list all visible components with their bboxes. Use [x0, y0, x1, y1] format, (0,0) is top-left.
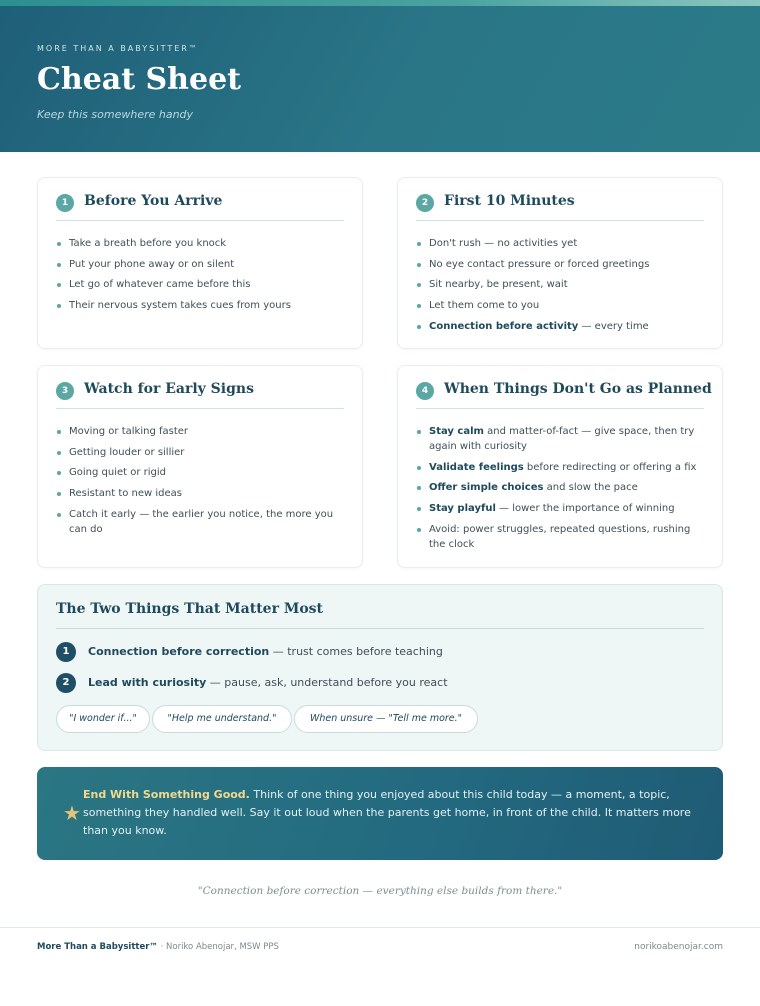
footer-credit	[37, 942, 279, 952]
card-title: When Things Don't Go as Planned	[444, 381, 712, 397]
footer-website-link[interactable]: norikoabenojar.com	[634, 942, 723, 952]
closing-banner	[37, 767, 723, 860]
card-title: Before You Arrive	[84, 193, 223, 209]
item-text: Going quiet or rigid	[69, 467, 166, 479]
page-subtitle: Keep this somewhere handy	[37, 108, 194, 121]
principle-detail: — pause, ask, understand before you react	[206, 676, 448, 689]
item-emphasis: Stay playful	[429, 503, 496, 515]
banner-text	[83, 786, 693, 840]
step-number-badge: 2	[416, 194, 434, 212]
item-text: and slow the pace	[543, 482, 638, 494]
step-number-badge: 1	[56, 194, 74, 212]
list-item	[416, 277, 706, 292]
card-title: Watch for Early Signs	[84, 381, 254, 397]
card-first-10-minutes	[397, 177, 723, 349]
panel-title: The Two Things That Matter Most	[56, 601, 324, 617]
item-text: Their nervous system takes cues from yours	[69, 300, 291, 312]
item-text: No eye contact pressure or forced greetings	[429, 258, 650, 270]
item-text: and matter-of-fact — give space, then try again with curiosity	[429, 426, 695, 452]
page-title: Cheat Sheet	[37, 62, 242, 97]
card-header	[416, 381, 712, 409]
list-item	[56, 257, 346, 272]
item-emphasis: Connection before activity	[429, 320, 579, 332]
list-item	[416, 522, 706, 552]
principle-emphasis: Lead with curiosity	[88, 676, 207, 689]
checklist	[416, 236, 706, 339]
item-text: Catch it early — the earlier you notice, the more you can do	[69, 508, 334, 535]
phrase-pill: "Help me understand."	[152, 705, 292, 733]
header-eyebrow: MORE THAN A BABYSITTER™	[37, 44, 199, 53]
principle-text	[88, 645, 443, 658]
item-text: Moving or talking faster	[69, 426, 189, 437]
checklist	[56, 236, 346, 319]
card-watch-for-early-signs	[37, 365, 363, 568]
list-item	[56, 445, 346, 460]
list-item	[416, 501, 706, 516]
item-emphasis: Offer simple choices	[429, 482, 544, 494]
item-text: before redirecting or offering a fix	[523, 461, 697, 473]
item-emphasis: Validate feelings	[429, 461, 524, 473]
list-item	[56, 486, 346, 501]
list-item	[416, 257, 706, 272]
list-item	[56, 465, 346, 480]
principle-number-badge: 2	[56, 673, 76, 693]
checklist	[416, 424, 706, 557]
principle-detail: — trust comes before teaching	[269, 645, 443, 658]
principle-emphasis: Connection before correction	[88, 645, 270, 658]
list-item	[416, 424, 706, 454]
step-number-badge: 4	[416, 382, 434, 400]
list-item	[56, 507, 346, 537]
list-item	[56, 424, 346, 439]
card-title: First 10 Minutes	[444, 193, 575, 209]
item-text: Let go of whatever came before this	[69, 279, 251, 291]
banner-detail: Think of one thing you enjoyed about this child today — a moment, a topic, something they handled well. Say it out loud when the parents get home, in front of the child. It matters more than you know.	[83, 788, 691, 837]
card-header	[56, 381, 344, 409]
list-item	[56, 277, 346, 292]
list-item	[416, 236, 706, 251]
footer-divider	[0, 927, 760, 928]
item-text: — lower the importance of winning	[495, 503, 675, 515]
card-header	[416, 193, 704, 221]
closing-quote: "Connection before correction — everything else builds from there."	[197, 885, 563, 897]
item-text: Put your phone away or on silent	[69, 258, 235, 270]
list-item	[416, 480, 706, 495]
item-text: Take a breath before you knock	[69, 238, 227, 249]
item-text: Let them come to you	[429, 300, 540, 312]
step-number-badge: 3	[56, 382, 74, 400]
banner-emphasis: End With Something Good.	[83, 788, 250, 801]
phrase-pill: "I wonder if..."	[56, 705, 150, 733]
item-text: Don't rush — no activities yet	[429, 238, 578, 249]
list-item	[416, 319, 706, 334]
item-emphasis: Stay calm	[429, 426, 484, 437]
principle-number-badge: 1	[56, 642, 76, 662]
list-item	[56, 298, 346, 313]
item-text: Getting louder or sillier	[69, 446, 185, 458]
footer-author: · Noriko Abenojar, MSW PPS	[157, 942, 279, 952]
checklist	[56, 424, 346, 542]
item-text: Resistant to new ideas	[69, 488, 183, 500]
card-header	[56, 193, 344, 221]
list-item	[56, 236, 346, 251]
card-when-things-dont-go-as-planned	[397, 365, 723, 568]
item-text: Avoid: power struggles, repeated questions, rushing the clock	[429, 523, 691, 550]
page-header	[0, 6, 760, 152]
item-text: — every time	[578, 320, 649, 332]
key-principles-panel	[37, 584, 723, 751]
list-item	[416, 298, 706, 313]
card-before-you-arrive	[37, 177, 363, 349]
divider	[56, 628, 704, 629]
footer-brand: More Than a Babysitter™	[37, 942, 158, 952]
star-icon: ★	[63, 801, 81, 825]
phrase-pill: When unsure — "Tell me more."	[294, 705, 478, 733]
item-text: Sit nearby, be present, wait	[429, 279, 568, 291]
principle-text	[88, 676, 448, 689]
list-item	[416, 460, 706, 475]
